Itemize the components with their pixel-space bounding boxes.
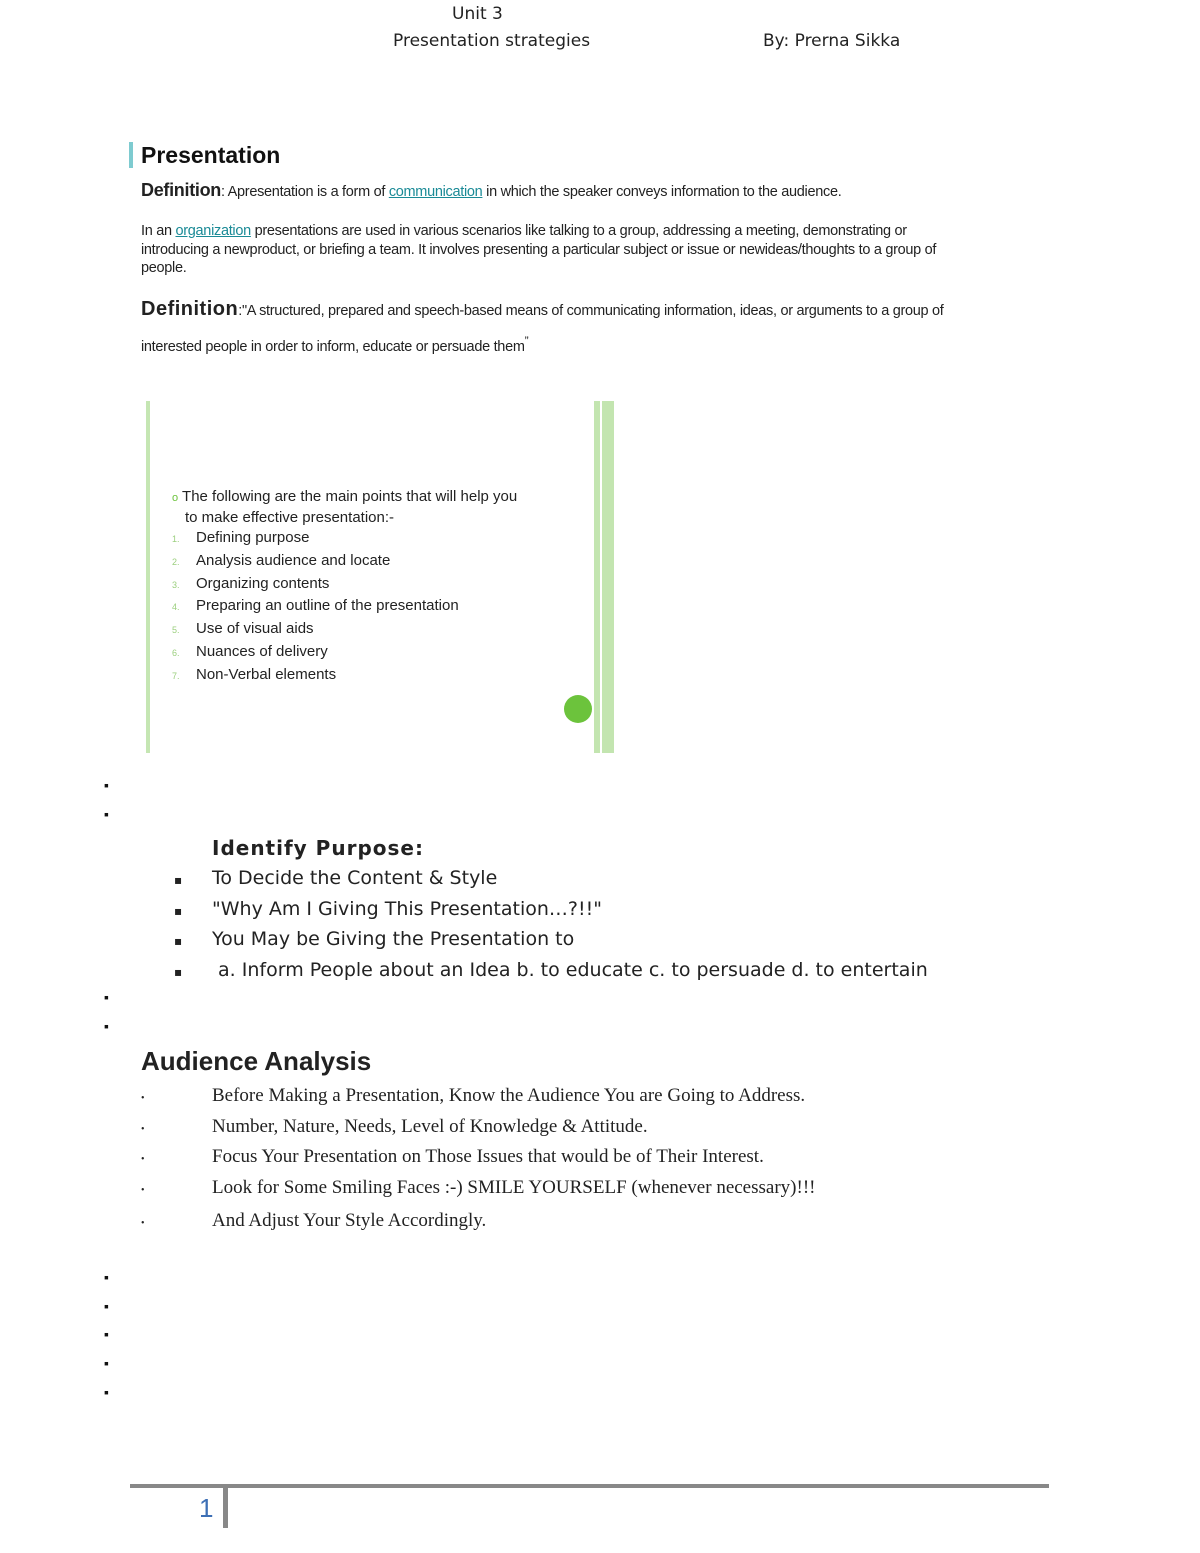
footer-rule <box>130 1484 1049 1488</box>
purpose-item-text: "Why Am I Giving This Presentation…?!!" <box>212 897 602 920</box>
purpose-list-item <box>174 867 497 889</box>
heading-audience-analysis: Audience Analysis <box>141 1046 372 1076</box>
empty-bullet: ▪ <box>104 1298 109 1314</box>
definition-text: : Apresentation is a form of <box>221 184 389 200</box>
definition-label: Definition <box>141 298 239 320</box>
slide-item-number: 6. <box>172 648 180 658</box>
empty-bullet: ▪ <box>104 1018 109 1034</box>
slide-item-number: 7. <box>172 670 180 681</box>
audience-list-item <box>141 1177 815 1199</box>
para-text: presentations are used in various scenarios like talking to a group, addressing a meeting, demonstrating or <box>250 223 907 239</box>
slide-item-text: Organizing contents <box>196 574 330 592</box>
para-text: people. <box>141 260 187 276</box>
square-bullet-icon: ▪ <box>174 873 183 887</box>
para-text: introducing a newproduct, or briefing a team. It involves presenting a particular subject or issue or newideas/thoughts to a group of <box>141 241 937 258</box>
slide-item-number: 2. <box>172 556 180 567</box>
slide-list-item <box>172 597 459 615</box>
purpose-item-text: To Decide the Content & Style <box>212 867 498 889</box>
heading-accent-bar <box>129 142 133 168</box>
empty-bullet: ▪ <box>104 989 109 1005</box>
empty-bullet: ▪ <box>104 1384 109 1400</box>
slide-left-border <box>146 401 150 753</box>
definition-text: interested people in order to inform, educate or persuade them <box>141 338 525 355</box>
empty-bullet: ▪ <box>104 806 109 822</box>
audience-list-item <box>141 1085 805 1107</box>
empty-bullet: ▪ <box>104 777 109 793</box>
slide-right-border <box>594 401 614 753</box>
definition-2 <box>141 294 944 362</box>
definition-1 <box>141 180 841 201</box>
empty-bullet: ▪ <box>104 1355 109 1371</box>
slide-list-item <box>172 552 390 570</box>
header-subject: Presentation strategies <box>393 31 591 51</box>
header-author: By: Prerna Sikka <box>763 31 901 51</box>
slide-item-number: 1. <box>172 534 180 544</box>
slide-item-text: Defining purpose <box>196 529 310 546</box>
bullet-icon: • <box>141 1154 145 1165</box>
heading-identify-purpose: Identify Purpose: <box>212 836 424 860</box>
organization-link[interactable]: organization <box>175 223 251 239</box>
audience-list-item <box>141 1146 764 1168</box>
bullet-icon: • <box>141 1218 145 1229</box>
slide-list-item <box>172 643 328 661</box>
page-number: 1 <box>199 1493 214 1523</box>
organization-paragraph <box>141 222 936 278</box>
square-bullet-icon: ▪ <box>174 903 183 918</box>
definition-label: Definition <box>141 180 221 200</box>
square-bullet-icon: ▪ <box>174 934 183 949</box>
audience-item-text: Number, Nature, Needs, Level of Knowledge & Attitude. <box>212 1116 648 1137</box>
circle-bullet-icon: o <box>172 492 179 504</box>
purpose-item-text: You May be Giving the Presentation to <box>212 928 575 951</box>
slide-item-number: 5. <box>172 625 180 636</box>
slide-list-item <box>172 666 336 684</box>
purpose-list-item <box>174 959 928 981</box>
purpose-list-item <box>174 928 574 950</box>
slide-image <box>146 401 614 753</box>
slide-item-number: 3. <box>172 579 180 590</box>
audience-list-item <box>141 1210 486 1232</box>
purpose-list-item <box>174 898 602 920</box>
footer-divider <box>223 1486 228 1528</box>
slide-intro <box>172 487 517 527</box>
empty-bullet: ▪ <box>104 1269 109 1285</box>
audience-item-text: Look for Some Smiling Faces :-) SMILE YOURSELF (whenever necessary)!!! <box>212 1177 816 1198</box>
audience-item-text: Focus Your Presentation on Those Issues that would be of Their Interest. <box>212 1146 764 1167</box>
para-text: In an <box>141 223 176 239</box>
audience-list-item <box>141 1116 648 1138</box>
header-unit: Unit 3 <box>452 4 503 24</box>
square-bullet-icon: ▪ <box>174 965 183 980</box>
audience-item-text: Before Making a Presentation, Know the Audience You are Going to Address. <box>212 1085 806 1106</box>
slide-item-number: 4. <box>172 602 180 613</box>
heading-presentation: Presentation <box>141 142 281 168</box>
communication-link[interactable]: communication <box>388 184 483 200</box>
slide-intro-line: to make effective presentation:- <box>185 509 395 526</box>
audience-item-text: And Adjust Your Style Accordingly. <box>212 1210 487 1231</box>
slide-list-item <box>172 575 329 593</box>
definition-text: :"A structured, prepared and speech-based means of communicating information, ideas, or arguments to a group of <box>238 303 944 319</box>
slide-item-text: Preparing an outline of the presentation <box>196 597 459 615</box>
slide-item-text: Analysis audience and locate <box>196 551 391 569</box>
slide-list-item <box>172 529 309 547</box>
slide-item-text: Nuances of delivery <box>196 643 328 660</box>
bullet-icon: • <box>141 1124 145 1135</box>
slide-intro-line: The following are the main points that will help you <box>182 488 518 505</box>
slide-green-dot <box>564 695 592 723</box>
slide-item-text: Use of visual aids <box>196 620 314 638</box>
definition-text: in which the speaker conveys information to the audience. <box>482 184 842 200</box>
bullet-icon: • <box>141 1185 145 1196</box>
purpose-item-text: a. Inform People about an Idea b. to educate c. to persuade d. to entertain <box>212 959 928 982</box>
closing-quote: ” <box>524 334 529 348</box>
bullet-icon: • <box>141 1093 145 1104</box>
slide-item-text: Non-Verbal elements <box>196 665 337 683</box>
slide-list-item <box>172 620 314 638</box>
empty-bullet: ▪ <box>104 1326 109 1342</box>
